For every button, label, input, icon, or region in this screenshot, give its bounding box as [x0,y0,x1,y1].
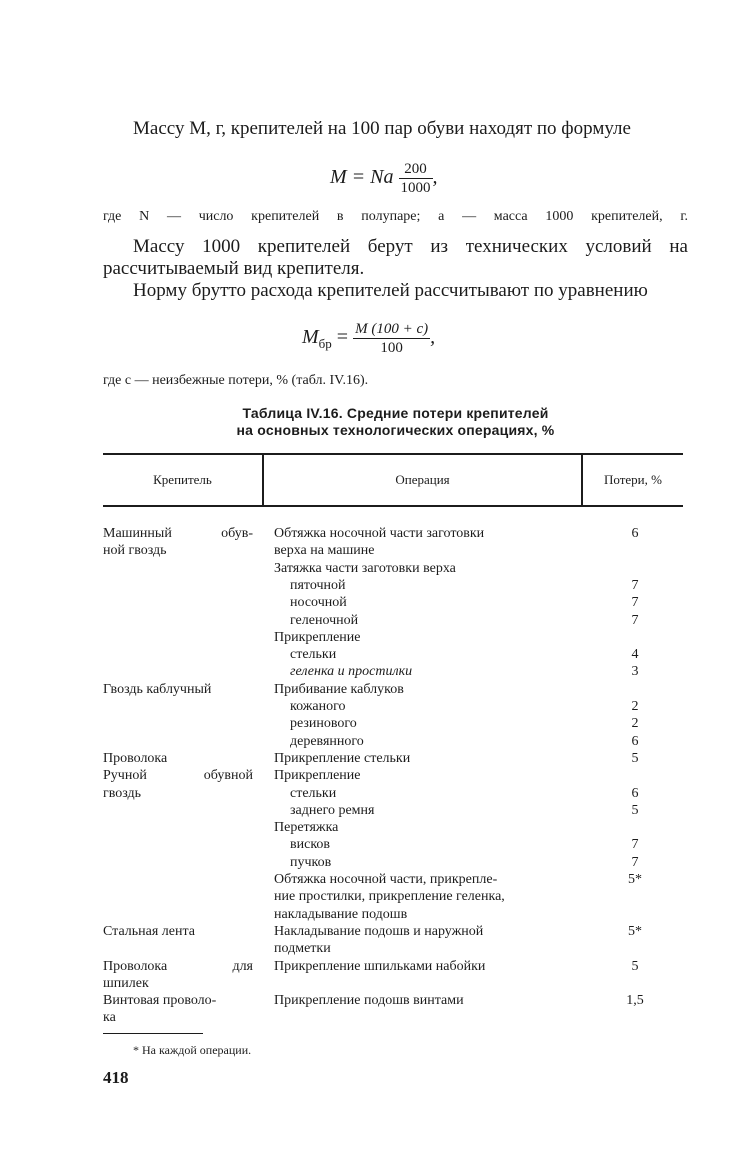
table-cell-operation: Прикрепление [274,768,361,784]
table-header-fastener: Крепитель [153,472,212,487]
table-cell-fastener: Проволока для [103,958,253,974]
formula-mass-legend: где N — число крепителей в полупаре; a — масса 1000 крепителей, г. [103,209,688,224]
table-caption [103,405,688,439]
table-cell-loss: 5 [631,958,639,974]
table-cell-operation: стельки [290,647,337,663]
table-caption-line2: на основных технологических операциях, % [236,422,555,438]
table-cell-fastener: Гвоздь каблучный [103,681,212,697]
paragraph-mass-source: Массу 1000 крепителей берут из технических условий на рассчитываемый вид крепителя. [103,236,688,279]
table-cell-loss: 4 [631,647,639,663]
table-header-operation: Операция [395,472,450,487]
table-cell-operation: носочной [290,595,347,611]
table-cell-operation: деревянного [290,733,364,749]
table-cell-loss: 3 [631,664,639,680]
formula-mass-denominator: 1000 [400,180,431,196]
table-cell-loss: 6 [631,785,639,801]
table-cell-operation: Прикрепление стельки [274,750,411,766]
formula-gross-numerator: M (100 + c) [355,321,429,337]
table-cell-operation: пучков [290,854,332,870]
table-cell-fastener: Проволока [103,750,168,766]
table-cell-operation: геленка и простилки [290,664,413,680]
page-number: 418 [103,1068,129,1087]
table-cell-operation: Прикрепление [274,629,361,645]
table-cell-loss: 6 [631,526,639,541]
table-top-rule [103,453,683,455]
table-cell-operation: Прикрепление шпильками набойки [274,958,486,974]
table-cell-operation: пяточной [290,577,346,593]
table-cell-operation: накладывание подошв [274,906,408,922]
footnote: * На каждой операции. [133,1043,252,1057]
table-cell-operation: Обтяжка носочной части, прикрепле- [274,872,498,887]
formula-gross-legend: где c — неизбежные потери, % (табл. IV.16). [103,373,369,388]
table-cell-operation: геленочной [290,612,359,628]
formula-gross-fraction [353,320,430,357]
table-cell-operation: ние простилки, прикрепление геленка, [274,889,505,905]
table-cell-fastener: ной гвоздь [103,543,167,559]
table-cell-operation: верха на машине [274,543,375,559]
table-cell-loss: 6 [631,733,639,749]
table-cell-fastener: Ручной обувной [103,768,253,784]
table-cell-fastener: Стальная лента [103,923,195,939]
table-cell-fastener: гвоздь [103,785,142,801]
table-cell-fastener: Винтовая проволо- [103,993,217,1009]
table-cell-fastener: ка [103,1010,116,1026]
table-cell-loss: 1,5 [626,993,644,1009]
table-cell-loss: 5 [631,802,639,818]
formula-gross-comma: , [430,326,436,349]
table-cell-loss: 7 [631,577,639,593]
table-cell-fastener: Машинный обув- [103,526,253,541]
formula-mass-comma: , [432,166,438,189]
table-cell-loss: 7 [631,612,639,628]
table-cell-operation: висков [290,837,331,853]
table-cell-operation: резинового [290,716,357,732]
table-cell-operation: Прикрепление подошв винтами [274,993,464,1009]
footnote-rule [103,1033,203,1034]
table-cell-loss: 2 [631,699,639,714]
formula-mass-left: M = Na [330,166,394,189]
table-cell-loss: 5* [628,872,642,887]
table-cell-loss: 7 [631,595,639,611]
table-caption-line1: Таблица IV.16. Средние потери крепителей [242,405,549,421]
table-header-loss: Потери, % [604,472,662,487]
formula-mass-fraction [399,160,433,197]
formula-mass-numerator: 200 [399,160,433,179]
table-cell-operation: подметки [274,941,331,957]
table-cell-operation: Перетяжка [274,820,339,836]
table-cell-loss: 7 [631,837,639,853]
formula-gross-equals: = [336,326,349,349]
table-cell-loss: 2 [631,716,639,732]
table-cell-operation: стельки [290,785,337,801]
table-cell-operation: кожаного [290,699,346,714]
table-cell-loss: 5* [628,923,642,939]
table-cell-loss: 7 [631,854,639,870]
paragraph-gross-norm: Норму брутто расхода крепителей рассчитывают по уравнению [133,280,648,301]
table-cell-fastener: шпилек [103,975,149,991]
table-cell-operation: Затяжка части заготовки верха [274,560,456,576]
table-cell-operation: Обтяжка носочной части заготовки [274,526,485,541]
formula-gross-subscript: бр [318,336,332,352]
paragraph-mass-formula: Массу М, г, крепителей на 100 пар обуви находят по формуле [133,118,631,139]
table-cell-operation: Прибивание каблуков [274,681,404,697]
table-header-rule [103,505,683,507]
formula-gross [302,320,435,357]
formula-gross-left: M [302,326,319,349]
table-cell-operation: заднего ремня [290,802,375,818]
table-cell-loss: 5 [631,750,639,766]
formula-mass [330,160,438,197]
table-cell-operation: Накладывание подошв и наружной [274,923,484,939]
formula-gross-denominator: 100 [380,340,403,356]
